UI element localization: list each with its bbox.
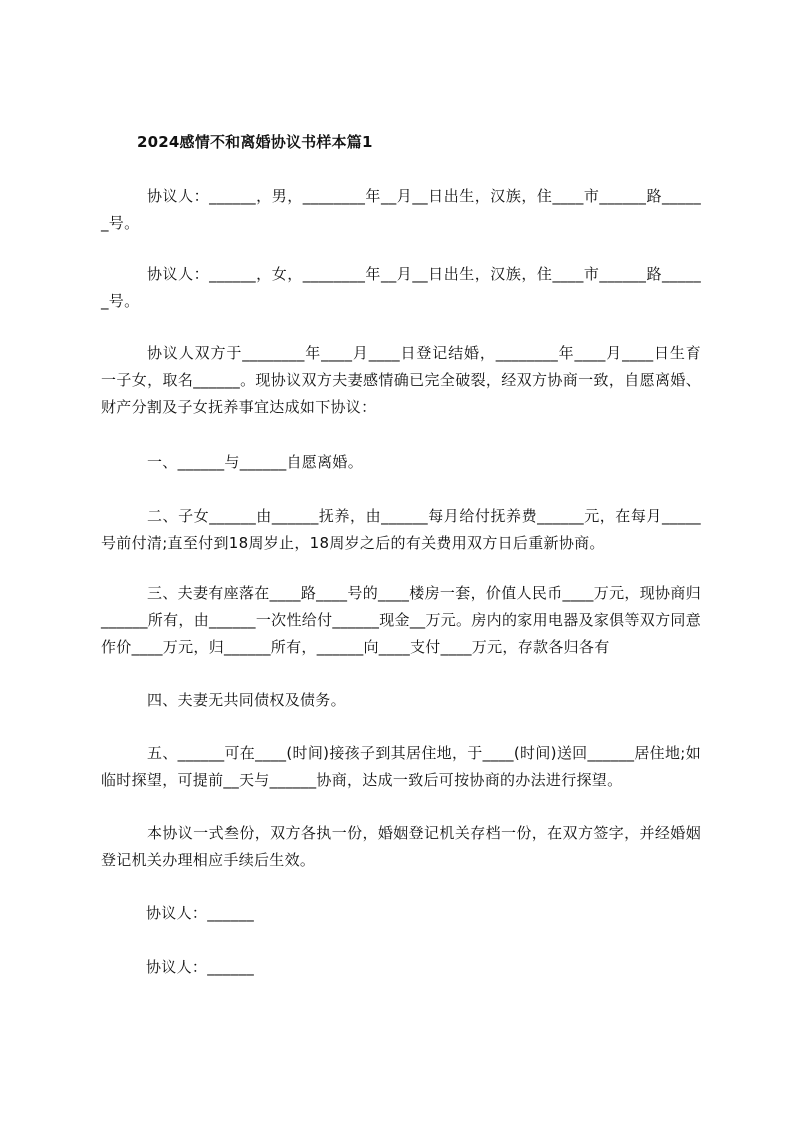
signature-line-1: 协议人：______ xyxy=(146,904,255,922)
party1-paragraph: 协议人：______，男，________年__月__日出生，汉族，住____市______路______号。 xyxy=(101,187,701,232)
clause4-paragraph: 四、夫妻无共同债权及债务。 xyxy=(147,691,346,709)
signature-line-2: 协议人：______ xyxy=(146,958,255,976)
clause2-paragraph: 二、子女______由______抚养，由______每月给付抚养费______元，在每月_____号前付清;直至付到18周岁止，18周岁之后的有关费用双方日后重新协商。 xyxy=(101,507,701,552)
clause5-paragraph: 五、______可在____(时间)接孩子到其居住地，于____(时间)送回______居住地;如临时探望，可提前__天与______协商，达成一致后可按协商的办法进行探望。 xyxy=(101,744,701,789)
party2-paragraph: 协议人：______，女，________年__月__日出生，汉族，住____市______路______号。 xyxy=(101,265,701,310)
clause1-paragraph: 一、______与______自愿离婚。 xyxy=(147,453,364,471)
document-title: 2024感情不和离婚协议书样本篇1 xyxy=(137,133,373,151)
intro-paragraph: 协议人双方于________年____月____日登记结婚，________年____月____日生育一子女，取名______。现协议双方夫妻感情确已完全破裂，经双方协商一致，自愿离婚、财产分割及子女抚养事宜达成如下协议： xyxy=(101,344,701,416)
clause3-paragraph: 三、夫妻有座落在____路____号的____楼房一套，价值人民币____万元，现协商归______所有，由______一次性给付______现金__万元。房内的家用电器及家俱等双方同意作价____万元，归______所有，______向____支付____万元，存款各归各有 xyxy=(101,584,701,656)
closing-paragraph: 本协议一式叁份，双方各执一份，婚姻登记机关存档一份，在双方签字，并经婚姻登记机关办理相应手续后生效。 xyxy=(101,824,701,869)
